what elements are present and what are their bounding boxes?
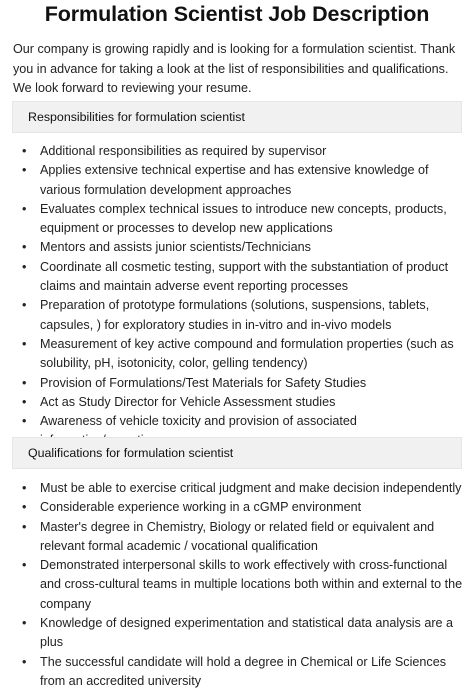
bullet-icon: • xyxy=(22,394,27,409)
list-item-text: Must be able to exercise critical judgment and make decision independently xyxy=(40,481,462,495)
list-item xyxy=(0,653,474,692)
list-item xyxy=(0,161,474,200)
qualifications-list xyxy=(0,479,474,691)
bullet-icon: • xyxy=(22,163,27,178)
list-item-text: Knowledge of designed experimentation and statistical data analysis are a plus xyxy=(40,616,454,650)
list-item xyxy=(0,556,474,614)
list-item xyxy=(0,296,474,335)
bullet-icon: • xyxy=(22,654,27,669)
list-item-text: Preparation of prototype formulations (solutions, suspensions, tablets, capsules, ) for exploratory studies in in-vitro and in-vivo models xyxy=(40,298,430,332)
bullet-icon: • xyxy=(22,558,27,573)
bullet-icon: • xyxy=(22,500,27,515)
qualifications-heading: Qualifications for formulation scientist xyxy=(28,446,234,460)
bullet-icon: • xyxy=(22,519,27,534)
bullet-icon: • xyxy=(22,375,27,390)
list-item xyxy=(0,614,474,653)
list-item xyxy=(0,238,474,257)
list-item xyxy=(0,518,474,557)
responsibilities-header xyxy=(12,101,462,133)
qualifications-header xyxy=(12,437,462,469)
list-item-text: Act as Study Director for Vehicle Assessment studies xyxy=(40,394,336,409)
bullet-icon: • xyxy=(22,336,27,351)
responsibilities-heading: Responsibilities for formulation scientist xyxy=(28,110,245,124)
list-item xyxy=(0,258,474,297)
list-item xyxy=(0,200,474,239)
list-item-text: Considerable experience working in a cGMP environment xyxy=(40,500,362,515)
list-item-text: Measurement of key active compound and formulation properties (such as solubility, pH, isotonicity, color, gelling tendency) xyxy=(40,336,454,371)
list-item xyxy=(0,393,474,412)
list-item xyxy=(0,335,474,374)
bullet-icon: • xyxy=(22,201,27,216)
bullet-icon: • xyxy=(22,144,27,158)
list-item-text: Master's degree in Chemistry, Biology or related field or equivalent and relevant formal academic / vocational qualification xyxy=(40,519,435,553)
bullet-icon: • xyxy=(22,481,27,495)
list-item-text: Applies extensive technical expertise and has extensive knowledge of various formulation development approaches xyxy=(40,163,429,197)
bullet-icon: • xyxy=(22,259,27,274)
bullet-icon: • xyxy=(22,240,27,255)
list-item xyxy=(0,374,474,393)
list-item-text: Coordinate all cosmetic testing, support with the substantiation of product claims and maintain adverse event reporting processes xyxy=(40,259,449,294)
list-item-text: The successful candidate will hold a degree in Chemical or Life Sciences from an accredited university xyxy=(40,654,447,688)
list-item-text: Evaluates complex technical issues to introduce new concepts, products, equipment or processes to develop new applications xyxy=(40,201,447,236)
responsibilities-list xyxy=(0,142,474,451)
intro-paragraph: Our company is growing rapidly and is looking for a formulation scientist. Thank you in advance for taking a look at the list of responsibilities and qualifications. We look forward to reviewing your resume. xyxy=(13,42,456,95)
bullet-icon: • xyxy=(22,616,27,631)
list-item-text: Mentors and assists junior scientists/Technicians xyxy=(40,240,311,255)
list-item-text: Awareness of vehicle toxicity and provision of associated xyxy=(40,414,357,429)
list-item-text: Provision of Formulations/Test Materials for Safety Studies xyxy=(40,375,367,390)
list-item-text: Demonstrated interpersonal skills to work effectively with cross-functional and cross-cultural teams in multiple locations both within and external to the company xyxy=(40,558,463,611)
page-title: Formulation Scientist Job Description xyxy=(44,2,430,26)
list-item xyxy=(0,498,474,517)
list-item xyxy=(0,142,474,161)
list-item xyxy=(0,479,474,498)
bullet-icon: • xyxy=(22,414,27,429)
list-item-text: Additional responsibilities as required by supervisor xyxy=(40,144,327,158)
bullet-icon: • xyxy=(22,298,27,313)
